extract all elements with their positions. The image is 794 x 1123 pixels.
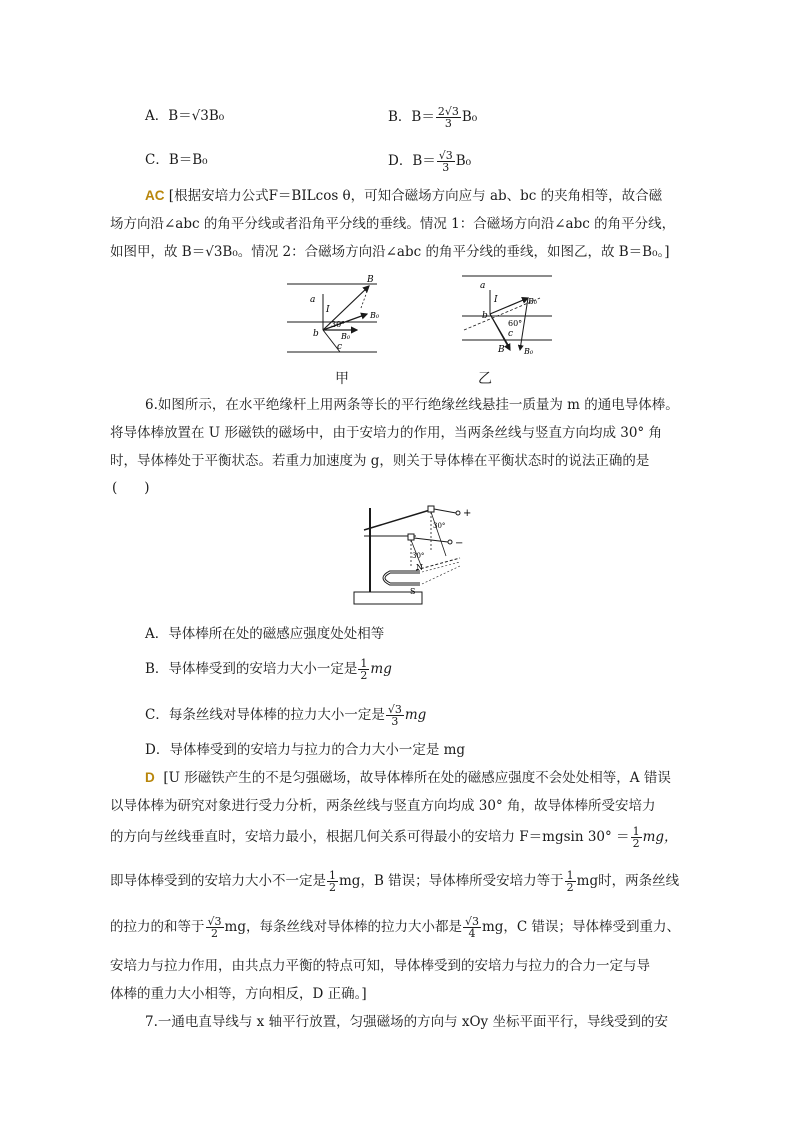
frac-denominator: 2 <box>360 669 368 682</box>
thread-1 <box>431 512 446 556</box>
figure-jia-caption: 甲 <box>335 371 349 387</box>
vector-b <box>323 286 369 330</box>
label-s-pole: S <box>410 587 416 596</box>
u-magnet <box>384 572 420 584</box>
frac-denominator: 2 <box>566 881 574 894</box>
q6-option-c <box>145 704 426 727</box>
q5-option-d-suffix: B₀ <box>455 153 472 169</box>
q5-explanation-line-1 <box>145 186 662 206</box>
q5-option-b-suffix: B₀ <box>461 109 478 125</box>
q6-stem-line-1: 6.如图所示，在水平绝缘杆上用两条等长的平行绝缘丝线悬挂一质量为 m 的通电导体棒。 <box>145 397 679 413</box>
q5-answer: AC <box>145 188 165 203</box>
label-i: I <box>494 295 498 305</box>
fraction <box>206 916 224 939</box>
q6-option-a: A．导体棒所在处的磁感应强度处处相等 <box>145 626 385 642</box>
label-angle: 30° <box>331 320 346 329</box>
q6-explanation-line-5 <box>110 916 680 939</box>
label-angle: 60° <box>508 319 523 328</box>
q6-exp-4-suffix: mg时，两条丝线 <box>576 873 680 889</box>
terminal-negative <box>448 540 452 544</box>
q6-explanation-line-1 <box>145 768 671 788</box>
q6-answer-blank: ( ) <box>112 480 150 496</box>
q5-explanation-line-2: 场方向沿∠abc 的角平分线或者沿角平分线的垂线。情况 1：合磁场方向沿∠abc 的角平分线， <box>110 216 676 232</box>
q6-option-b-suffix: mg <box>370 661 392 677</box>
q5-option-b-prefix: B．B＝ <box>388 109 435 125</box>
frac-numerator: √3 <box>464 915 479 928</box>
q6-option-c-fraction <box>386 704 404 727</box>
horizontal-rod <box>364 510 430 530</box>
q6-answer: D <box>145 770 155 785</box>
field-hint <box>422 566 460 584</box>
q6-explanation-line-2: 以导体棒为研究对象进行受力分析，两条丝线与竖直方向均成 30° 角，故导体棒所受安培力 <box>110 798 656 814</box>
frac-denominator: 4 <box>468 927 476 940</box>
q5-option-d-fraction <box>437 150 455 173</box>
figure-jia <box>285 272 385 362</box>
label-i: I <box>326 305 330 315</box>
q6-explanation-line-3 <box>110 826 678 849</box>
terminal-positive <box>456 511 460 515</box>
label-angle-2: 30° <box>412 552 425 560</box>
fraction <box>327 870 338 893</box>
label-c: c <box>337 342 343 352</box>
q6-explanation-line-6: 安培力与拉力作用，由共点力平衡的特点可知，导体棒受到的安培力与拉力的合力一定与导 <box>110 958 650 974</box>
q6-option-b-fraction <box>358 658 369 681</box>
fraction <box>631 826 642 849</box>
frac-denominator: 3 <box>444 117 452 130</box>
label-c: c <box>508 329 514 339</box>
q5-exp-text-1: [根据安培力公式F＝BILcos θ，可知合磁场方向应与 ab、bc 的夹角相等，故合磁 <box>168 188 663 204</box>
frac-numerator: 2√3 <box>437 105 459 118</box>
frac-numerator: 1 <box>566 869 574 882</box>
q6-exp-4-middle: mg，B 错误；导体棒所受安培力等于 <box>339 873 564 889</box>
q6-explanation-line-4 <box>110 870 679 893</box>
q6-option-b-prefix: B．导体棒受到的安培力大小一定是 <box>145 661 358 677</box>
label-minus: − <box>455 538 464 549</box>
label-angle-1: 30° <box>433 522 446 530</box>
q6-exp-5-suffix: mg，C 错误；导体棒受到重力、 <box>481 919 681 935</box>
q5-option-b-fraction <box>436 106 461 129</box>
q6-option-c-suffix: mg <box>404 707 427 723</box>
q6-stem-line-3: 时，导体棒处于平衡状态。若重力加速度为 g，则关于导体棒在平衡状态时的说法正确的是 <box>110 453 650 469</box>
q6-exp-5-prefix: 的拉力的和等于 <box>110 919 205 935</box>
q5-option-d <box>388 150 471 173</box>
q6-exp-3-suffix: mg， <box>642 829 678 845</box>
label-b: B <box>367 275 374 285</box>
q6-exp-3-prefix: 的方向与丝线垂直时，安培力最小，根据几何关系可得最小的安培力 F＝mgsin 30° ＝ <box>110 829 630 845</box>
label-b0: B₀ <box>370 311 380 320</box>
figure-yi-caption: 乙 <box>478 371 492 387</box>
label-b0-bottom: B₀ <box>524 347 534 356</box>
frac-denominator: 2 <box>211 927 218 940</box>
q7-stem-line-1: 7.一通电直导线与 x 轴平行放置，匀强磁场的方向与 xOy 坐标平面平行，导线受到的安 <box>145 1014 668 1030</box>
q5-option-c: C．B＝B₀ <box>145 152 208 168</box>
frac-denominator: 3 <box>442 161 450 174</box>
frac-numerator: 1 <box>360 657 368 670</box>
frac-numerator: 1 <box>632 825 640 838</box>
figure-apparatus <box>350 500 480 612</box>
q5-option-d-prefix: D．B＝ <box>388 153 436 169</box>
clamp-upper <box>428 506 434 512</box>
label-b-point: b <box>482 311 488 321</box>
q6-stem-line-2: 将导体棒放置在 U 形磁铁的磁场中，由于安培力的作用，当两条丝线与竖直方向均成 30° 角 <box>110 425 662 441</box>
q6-option-c-prefix: C．每条丝线对导体棒的拉力大小一定是 <box>145 707 385 723</box>
frac-numerator: √3 <box>387 703 402 716</box>
fraction <box>565 870 576 893</box>
frac-numerator: 1 <box>329 869 336 882</box>
q6-exp-text-1: [U 形磁铁产生的不是匀强磁场，故导体棒所在处的磁感应强度不会处处相等，A 错误 <box>163 770 671 786</box>
label-b0: B₀ <box>528 297 538 306</box>
frac-denominator: 2 <box>632 837 640 850</box>
q5-explanation-line-3: 如图甲，故 B＝√3B₀。情况 2：合磁场方向沿∠abc 的角平分线的垂线，如图乙，故 B＝B₀。] <box>110 244 670 260</box>
frac-denominator: 3 <box>391 715 399 728</box>
q6-explanation-line-7: 体棒的重力大小相等，方向相反，D 正确。] <box>110 986 367 1002</box>
q6-exp-5-middle: mg，每条丝线对导体棒的拉力大小都是 <box>224 919 462 935</box>
frac-numerator: √3 <box>207 915 222 928</box>
q5-option-a: A．B＝√3B₀ <box>145 108 225 124</box>
q6-exp-4-prefix: 即导体棒受到的安培力大小不一定是 <box>110 873 326 889</box>
label-b: B <box>498 345 505 355</box>
clamp-lower <box>408 534 414 540</box>
q6-option-b <box>145 658 392 681</box>
label-a: a <box>310 295 316 305</box>
q6-option-d: D．导体棒受到的安培力与拉力的合力大小一定是 mg <box>145 742 466 758</box>
label-n-pole: N <box>416 563 423 572</box>
figure-yi <box>460 268 560 362</box>
label-a: a <box>480 281 486 291</box>
label-b-point: b <box>313 329 319 339</box>
frac-denominator: 2 <box>329 881 336 894</box>
frac-numerator: √3 <box>438 149 453 162</box>
label-plus: + <box>463 508 472 519</box>
wire-positive <box>434 509 456 513</box>
fraction <box>463 916 481 939</box>
q5-option-b <box>388 106 477 129</box>
label-b0-bottom: B₀ <box>341 332 351 341</box>
